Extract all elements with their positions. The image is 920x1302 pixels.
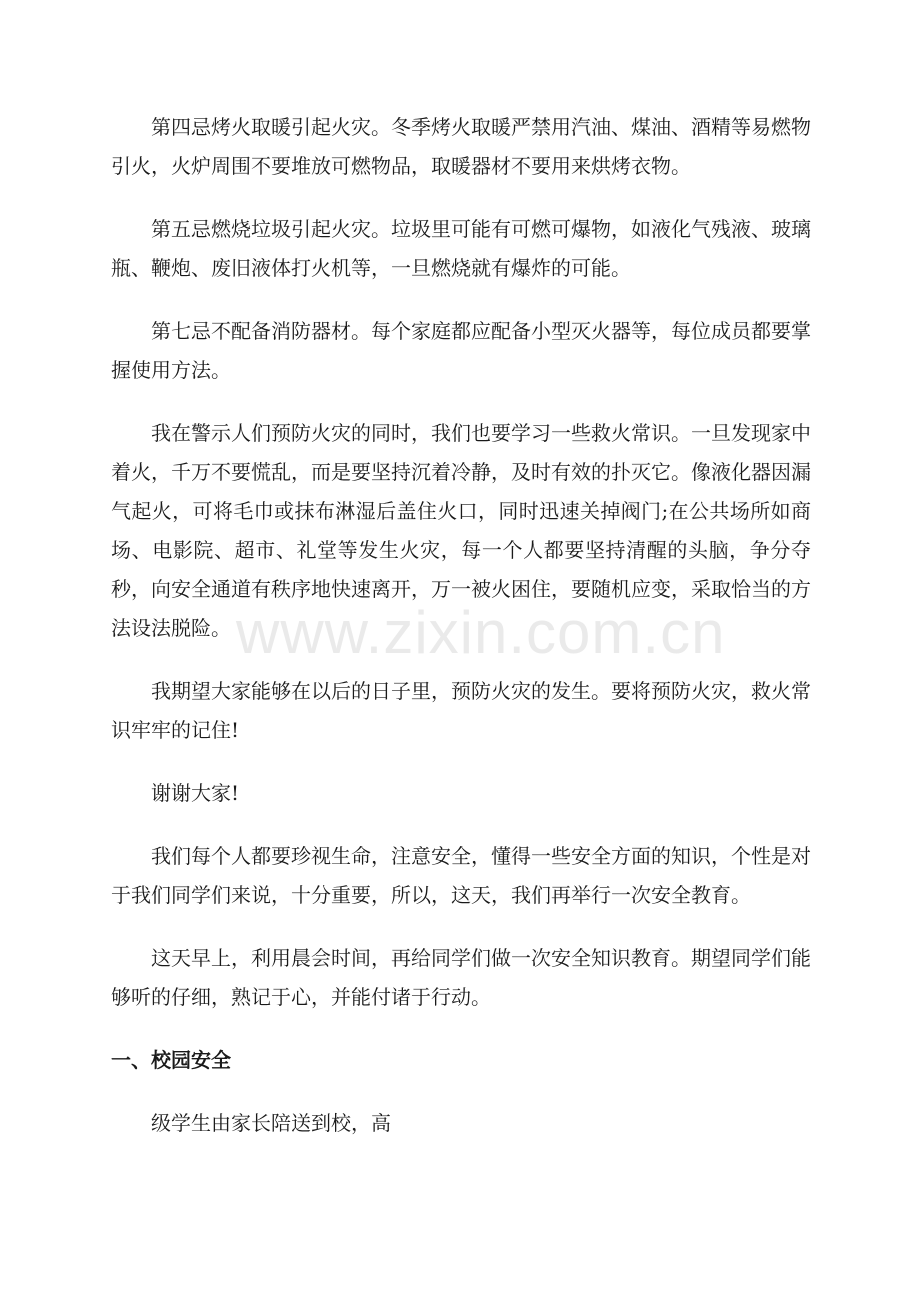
section-heading: 一、校园安全	[111, 1048, 231, 1072]
paragraph-seventh-taboo: 第七忌不配备消防器材。每个家庭都应配备小型灭火器等，每位成员都要掌握使用方法。	[111, 319, 811, 382]
paragraph-thanks: 谢谢大家!	[151, 781, 240, 805]
paragraph-hope: 我期望大家能够在以后的日子里，预防火灾的发生。要将预防火灾，救火常识牢牢的记住!	[111, 679, 811, 742]
paragraph-school-safety: 级学生由家长陪送到校，高	[151, 1111, 391, 1135]
paragraph-fifth-taboo: 第五忌燃烧垃圾引起火灾。垃圾里可能有可燃可爆物，如液化气残液、玻璃瓶、鞭炮、废旧液体打火机等，一旦燃烧就有爆炸的可能。	[111, 217, 811, 280]
paragraph-morning-assembly: 这天早上，利用晨会时间，再给同学们做一次安全知识教育。期望同学们能够听的仔细，熟记于心，并能付诸于行动。	[111, 946, 811, 1009]
paragraph-fourth-taboo: 第四忌烤火取暖引起火灾。冬季烤火取暖严禁用汽油、煤油、酒精等易燃物引火，火炉周围不要堆放可燃物品，取暖器材不要用来烘烤衣物。	[111, 115, 811, 178]
paragraph-cherish-life: 我们每个人都要珍视生命，注意安全，懂得一些安全方面的知识，个性是对于我们同学们来说，十分重要，所以，这天，我们再举行一次安全教育。	[111, 844, 811, 907]
document-body	[111, 108, 811, 1167]
watermark: www.zixin.com.cn	[236, 599, 726, 666]
paragraph-firefighting-knowledge: 我在警示人们预防火灾的同时，我们也要学习一些救火常识。一旦发现家中着火，千万不要慌乱，而是要坚持沉着冷静，及时有效的扑灭它。像液化器因漏气起火，可将毛巾或抹布淋湿后盖住火口，同时迅速关掉阀门;在公共场所如商场、电影院、超市、礼堂等发生火灾，每一个人都要坚持清醒的头脑，争分夺秒，向安全通道有秩序地快速离开，万一被火困住，要随机应变，采取恰当的方法设法脱险。	[111, 421, 811, 640]
